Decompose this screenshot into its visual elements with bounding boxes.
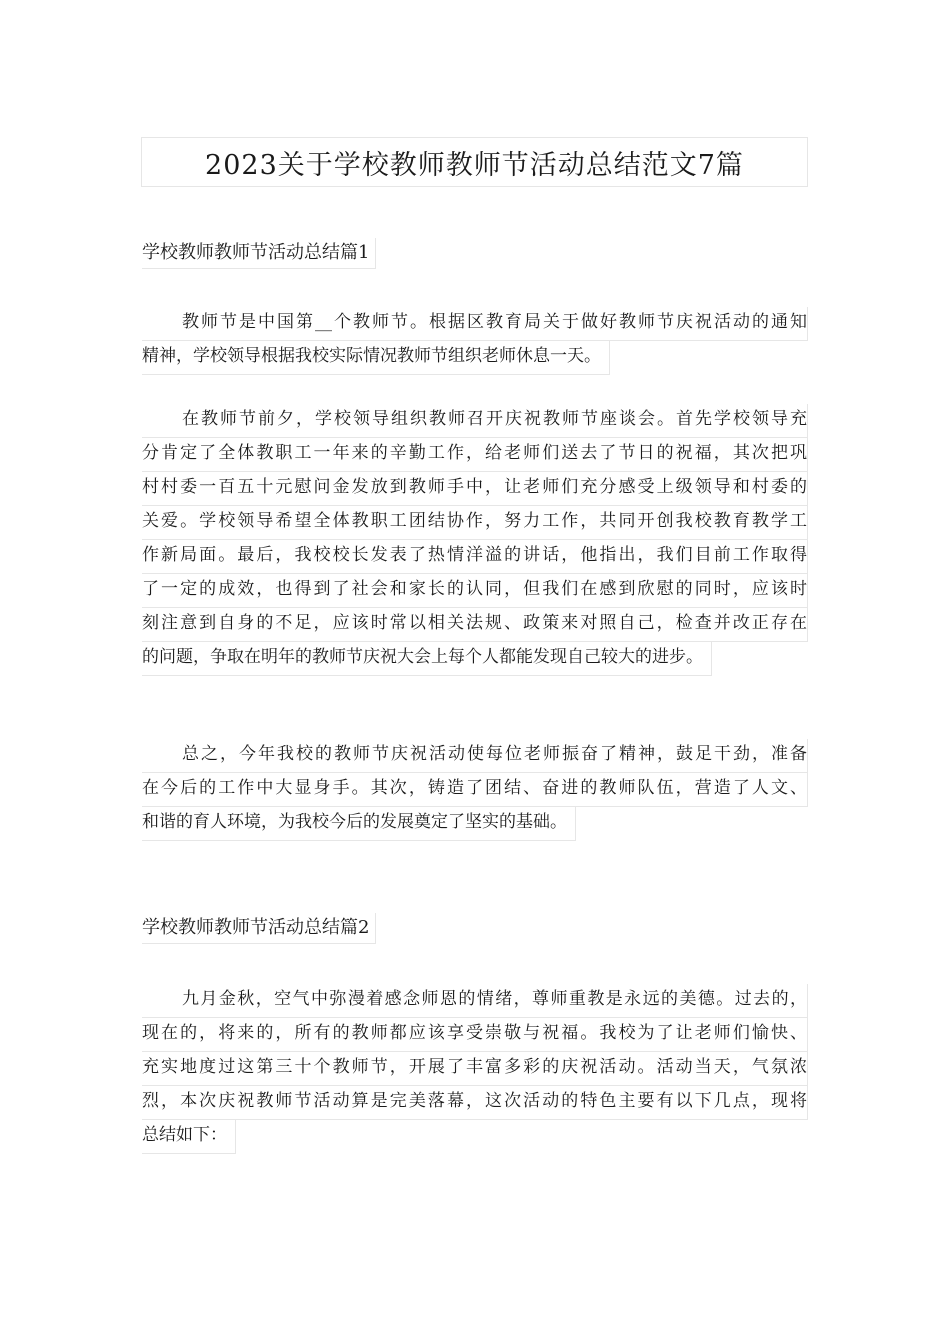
paragraph-line: 和谐的育人环境，为我校今后的发展奠定了坚实的基础。 [142,807,576,841]
paragraph-line: 在教师节前夕，学校领导组织教师召开庆祝教师节座谈会。首先学校领导充 [142,404,808,438]
paragraph-line: 现在的，将来的，所有的教师都应该享受崇敬与祝福。我校为了让老师们愉快、 [142,1018,808,1052]
paragraph-line: 了一定的成效，也得到了社会和家长的认同，但我们在感到欣慰的同时，应该时 [142,574,808,608]
paragraph-1-1 [142,307,808,375]
paragraph-line: 总结如下： [142,1120,236,1154]
paragraph-line: 在今后的工作中大显身手。其次，铸造了团结、奋进的教师队伍，营造了人文、 [142,773,808,807]
paragraph-line: 九月金秋，空气中弥漫着感念师恩的情绪，尊师重教是永远的美德。过去的， [142,984,808,1018]
paragraph-line: 分肯定了全体教职工一年来的辛勤工作，给老师们送去了节日的祝福，其次把巩 [142,438,808,472]
paragraph-line: 刻注意到自身的不足，应该时常以相关法规、政策来对照自己，检查并改正存在 [142,608,808,642]
section-heading-1: 学校教师教师节活动总结篇1 [142,238,376,269]
document-title: 2023关于学校教师教师节活动总结范文7篇 [141,137,808,187]
paragraph-line: 关爱。学校领导希望全体教职工团结协作，努力工作，共同开创我校教育教学工 [142,506,808,540]
paragraph-1-3 [142,739,808,841]
paragraph-line: 教师节是中国第__个教师节。根据区教育局关于做好教师节庆祝活动的通知 [142,307,808,341]
paragraph-1-2 [142,404,808,676]
paragraph-line: 精神，学校领导根据我校实际情况教师节组织老师休息一天。 [142,341,610,375]
paragraph-line: 的问题，争取在明年的教师节庆祝大会上每个人都能发现自己较大的进步。 [142,642,712,676]
section-heading-2: 学校教师教师节活动总结篇2 [142,913,376,944]
paragraph-line: 烈，本次庆祝教师节活动算是完美落幕，这次活动的特色主要有以下几点，现将 [142,1086,808,1120]
paragraph-2-1 [142,984,808,1154]
paragraph-line: 村村委一百五十元慰问金发放到教师手中，让老师们充分感受上级领导和村委的 [142,472,808,506]
paragraph-line: 作新局面。最后，我校校长发表了热情洋溢的讲话，他指出，我们目前工作取得 [142,540,808,574]
paragraph-line: 充实地度过这第三十个教师节，开展了丰富多彩的庆祝活动。活动当天，气氛浓 [142,1052,808,1086]
paragraph-line: 总之，今年我校的教师节庆祝活动使每位老师振奋了精神，鼓足干劲，准备 [142,739,808,773]
